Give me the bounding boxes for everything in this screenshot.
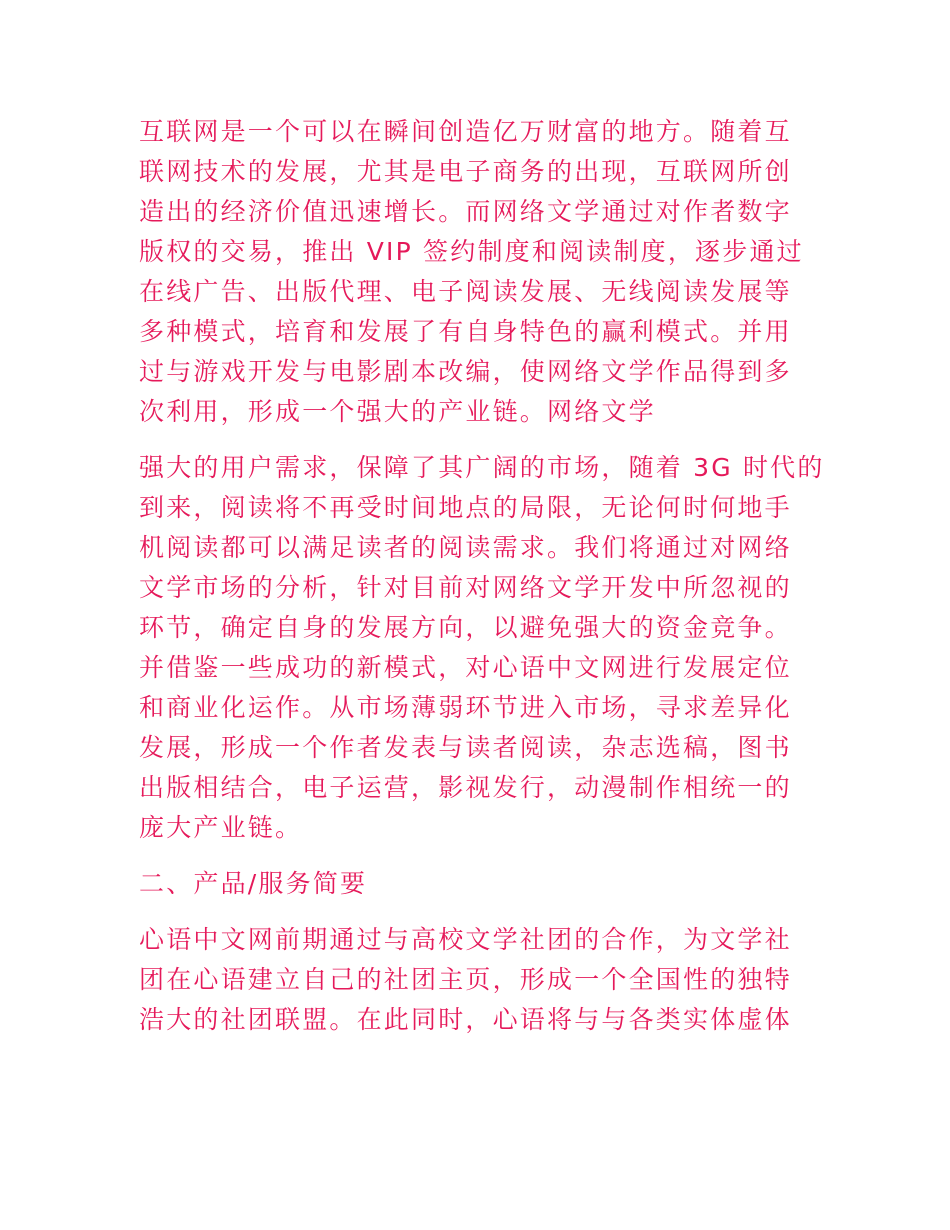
text-line: 团在心语建立自己的社团主页，形成一个全国性的独特	[139, 965, 792, 994]
text-line: 并借鉴一些成功的新模式，对心语中文网进行发展定位	[139, 653, 792, 682]
document-body	[139, 112, 825, 1056]
text-line: 造出的经济价值迅速增长。而网络文学通过对作者数字	[139, 197, 792, 226]
text-line: 出版相结合，电子运营，影视发行，动漫制作相统一的	[139, 773, 792, 802]
text-line: 过与游戏开发与电影剧本改编，使网络文学作品得到多	[139, 357, 792, 386]
text-line: 环节，确定自身的发展方向，以避免强大的资金竞争。	[139, 613, 792, 642]
text-line: 和商业化运作。从市场薄弱环节进入市场，寻求差异化	[139, 693, 792, 722]
text-line: 互联网是一个可以在瞬间创造亿万财富的地方。随着互	[139, 117, 792, 146]
text-line: 庞大产业链。	[139, 813, 303, 842]
text-line: 机阅读都可以满足读者的阅读需求。我们将通过对网络	[139, 533, 792, 562]
text-line: 浩大的社团联盟。在此同时，心语将与与各类实体虚体	[139, 1005, 792, 1034]
text-line: 强大的用户需求，保障了其广阔的市场，随着 3G 时代的	[139, 453, 825, 482]
text-line: 次利用，形成一个强大的产业链。网络文学	[139, 397, 656, 426]
section-heading-text: 二、产品/服务简要	[139, 869, 368, 898]
text-line: 联网技术的发展，尤其是电子商务的出现，互联网所创	[139, 157, 792, 186]
text-line: 到来，阅读将不再受时间地点的局限，无论何时何地手	[139, 493, 792, 522]
paragraph-product-summary	[139, 920, 819, 1040]
text-line: 在线广告、出版代理、电子阅读发展、无线阅读发展等	[139, 277, 792, 306]
paragraph-internet-wealth	[139, 112, 819, 432]
text-line: 多种模式，培育和发展了有自身特色的赢利模式。并用	[139, 317, 792, 346]
text-line: 心语中文网前期通过与高校文学社团的合作，为文学社	[139, 925, 792, 954]
text-line: 版权的交易，推出 VIP 签约制度和阅读制度，逐步通过	[139, 237, 804, 266]
paragraph-user-demand	[139, 448, 825, 848]
section-heading	[139, 864, 819, 904]
text-line: 发展，形成一个作者发表与读者阅读，杂志选稿，图书	[139, 733, 792, 762]
text-line: 文学市场的分析，针对目前对网络文学开发中所忽视的	[139, 573, 792, 602]
